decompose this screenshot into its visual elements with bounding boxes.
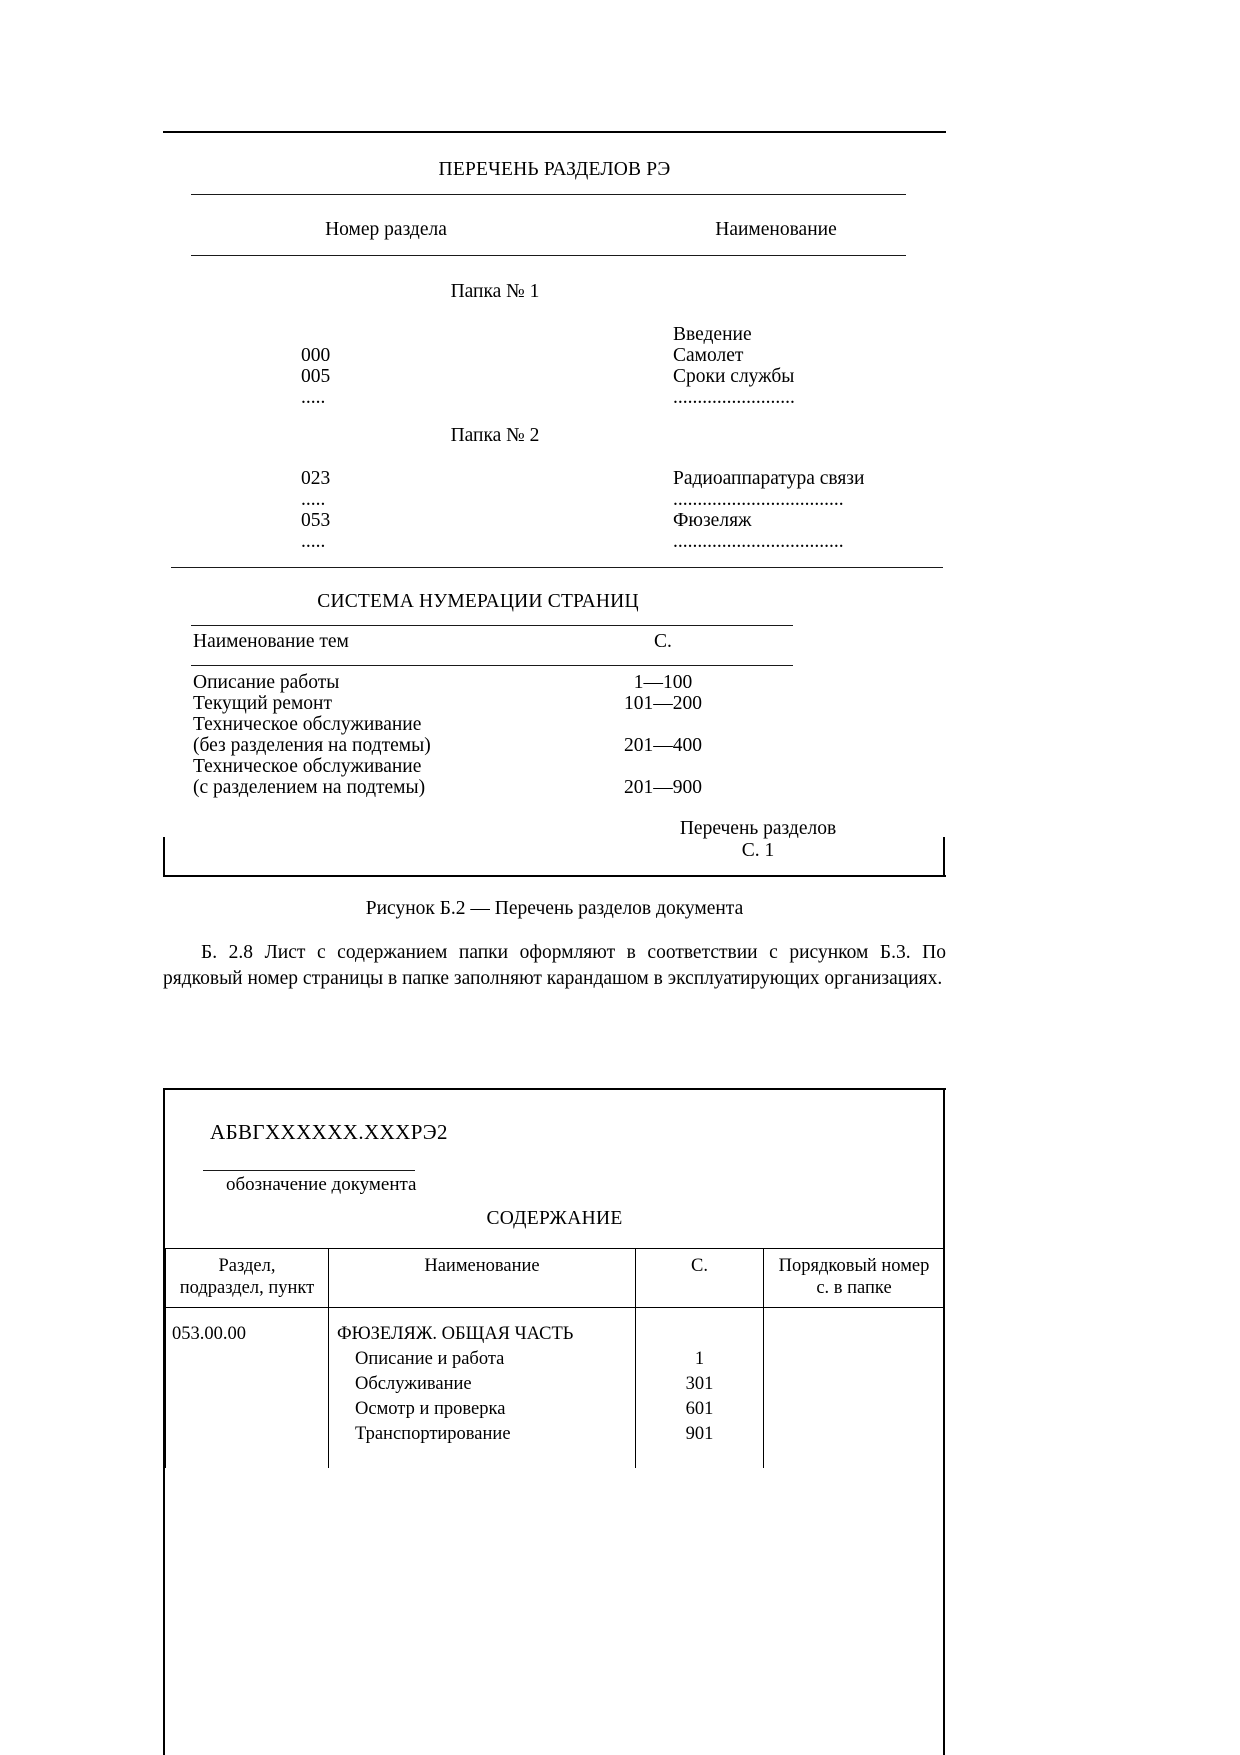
contents-cell-order [764,1308,945,1468]
table-row [166,1308,945,1468]
figure-b2 [163,131,946,877]
contents-cell-pages [636,1308,764,1468]
contents-header-section-line2: подраздел, пункт [179,1278,315,1298]
section-number-1-3: 005 [301,366,331,387]
contents-header-name-text: Наименование [424,1256,540,1276]
contents-title: СОДЕРЖАНИЕ [486,1208,623,1229]
folder-group-label-2: Папка № 2 [450,425,540,446]
contents-item-page-3: 601 [685,1399,714,1419]
figure-b2-caption: Рисунок Б.2 — Перечень разделов документа [365,898,744,919]
section-name-2-4: ................................... [673,531,844,552]
pagination-theme-1: Описание работы [193,672,340,693]
pagination-header-rule-top [191,625,793,626]
section-name-1-3: Сроки службы [673,366,795,387]
contents-header-order-line1: Порядковый номер [778,1256,930,1276]
sections-header-rule-bottom [191,255,906,256]
section-number-2-1: 023 [301,468,331,489]
contents-cell-name [329,1308,636,1468]
sections-list-title: ПЕРЕЧЕНЬ РАЗДЕЛОВ РЭ [438,159,671,180]
pagination-theme-4-line2: (с разделением на подтемы) [193,777,426,798]
contents-item-page-4: 901 [685,1424,714,1444]
pagination-header-theme: Наименование тем [193,631,349,652]
contents-header-order-line2: с. в папке [816,1278,892,1298]
figure-b3 [163,1088,946,1755]
document-designation-caption: обозначение документа [226,1174,417,1195]
contents-header-pages-text: С. [691,1256,708,1276]
pagination-theme-4-line1: Техническое обслуживание [193,756,422,777]
section-number-2-3: 053 [301,510,331,531]
contents-header-section-line1: Раздел, [218,1256,276,1276]
document-designation-code: АБВГХХХХХХ.ХХХРЭ2 [210,1120,448,1144]
figure-b2-footer-title: Перечень разделов [679,818,837,839]
figure-b3-top-border [163,1088,946,1090]
contents-header-pages [636,1249,764,1308]
document-designation-underline [203,1170,415,1171]
column-header-section-name: Наименование [715,219,837,240]
contents-item-order-1 [764,1322,944,1347]
section-name-2-1: Радиоаппаратура связи [673,468,865,489]
figure-b2-bottom-border [163,875,946,877]
column-header-section-number: Номер раздела [325,219,447,240]
folder-group-label-1: Папка № 1 [450,281,540,302]
figure-b2-right-border [943,837,945,877]
section-name-2-2: ................................... [673,489,844,510]
sections-table-bottom-rule [171,567,943,568]
contents-item-name-1: Описание и работа [355,1349,505,1369]
pagination-theme-3-line2: (без разделения на подтемы) [193,735,431,756]
figure-b2-left-border [163,837,165,877]
pagination-theme-2: Текущий ремонт [193,693,332,714]
contents-section-code: 053.00.00 [172,1324,246,1344]
contents-header-name [329,1249,636,1308]
contents-header-section [166,1249,329,1308]
pagination-header-pages: С. [654,631,672,652]
contents-group-title: ФЮЗЕЛЯЖ. ОБЩАЯ ЧАСТЬ [337,1324,574,1344]
pagination-theme-3-line1: Техническое обслуживание [193,714,422,735]
section-name-1-2: Самолет [673,345,744,366]
pagination-pages-1: 1—100 [633,672,693,693]
page-numbering-title: СИСТЕМА НУМЕРАЦИИ СТРАНИЦ [317,591,639,612]
section-number-1-2: 000 [301,345,331,366]
contents-item-page-2: 301 [685,1374,714,1394]
contents-item-name-2: Обслуживание [355,1374,472,1394]
contents-table-header-row [166,1249,945,1308]
pagination-pages-4: 201—900 [624,777,702,798]
contents-page-spacer [636,1322,763,1347]
section-name-1-4: ......................... [673,387,795,408]
contents-item-name-4: Транспортирование [355,1424,511,1444]
contents-cell-section [166,1308,329,1468]
sections-header-rule-top [191,194,906,195]
contents-item-name-3: Осмотр и проверка [355,1399,506,1419]
pagination-pages-3: 201—400 [624,735,702,756]
contents-table [165,1248,945,1468]
contents-item-page-1: 1 [694,1349,705,1369]
pagination-pages-2: 101—200 [624,693,702,714]
contents-header-order [764,1249,945,1308]
section-number-2-4: ..... [301,531,326,552]
section-name-2-3: Фюзеляж [673,510,752,531]
figure-b2-top-border [163,131,946,133]
figure-b2-footer-page: С. 1 [741,840,775,861]
body-paragraph: Б. 2.8 Лист с содержанием папки оформляют в соответствии с рисунком Б.3. По рядковый номер страницы в папке заполняют карандашом в эксплуатирующих организациях. [163,942,946,989]
pagination-header-rule-bottom [191,665,793,666]
section-name-1-1: Введение [673,324,752,345]
section-number-2-2: ..... [301,489,326,510]
section-number-1-4: ..... [301,387,326,408]
